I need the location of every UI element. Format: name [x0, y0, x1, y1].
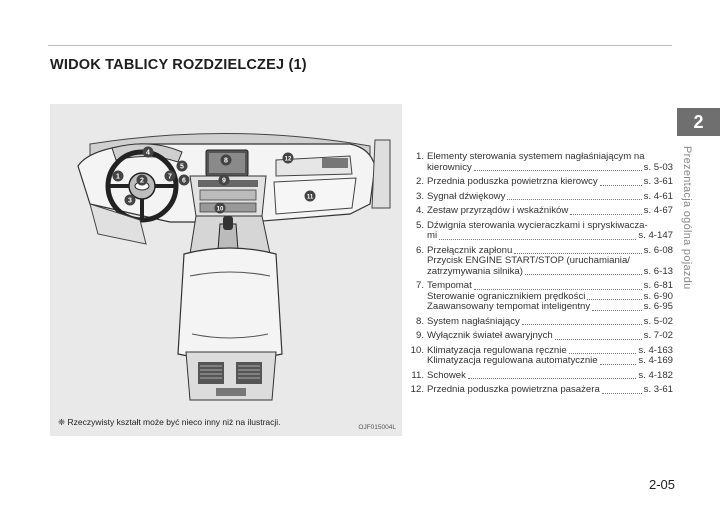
item-text: Tempomat	[427, 280, 472, 291]
item-text: Przednia poduszka powietrzna kierowcy	[427, 176, 598, 187]
dashboard-drawing	[50, 104, 402, 436]
item-text: System nagłaśniający	[427, 315, 520, 327]
item-number: 3.	[415, 190, 424, 202]
item-text: Sterowanie ogranicznikiem prędkości	[427, 290, 586, 302]
item-text: mi	[427, 230, 438, 241]
callout-label-12: 12	[284, 156, 292, 163]
item-text: Przednia poduszka powietrzna pasażera	[427, 384, 600, 395]
item-page: s. 4-67	[643, 205, 673, 216]
callout-label-7: 7	[168, 173, 172, 181]
item-text: Wyłącznik świateł awaryjnych	[427, 330, 553, 341]
callout-label-2: 2	[140, 177, 144, 185]
item-number: 8.	[415, 315, 424, 327]
callout-label-11: 11	[306, 194, 314, 201]
callout-label-4: 4	[146, 149, 150, 157]
item-text: Klimatyzacja regulowana ręcznie	[427, 344, 567, 356]
callout-label-3: 3	[128, 197, 132, 205]
item-text: Sygnał dźwiękowy	[427, 190, 506, 202]
callout-label-8: 8	[224, 157, 228, 165]
item-text: zatrzymywania silnika)	[427, 265, 523, 277]
list-item	[409, 206, 673, 217]
item-text: Przycisk ENGINE START/STOP (uruchamiania/	[427, 255, 630, 266]
item-page: s. 4-182	[638, 369, 673, 381]
figure-code: OJF015004L	[358, 424, 396, 431]
list-item	[409, 177, 673, 188]
item-page: s. 4-163	[638, 344, 673, 356]
item-number: 1.	[415, 151, 424, 162]
item-number: 2.	[415, 176, 424, 187]
dashboard-illustration	[50, 104, 402, 436]
list-item	[409, 221, 673, 242]
list-item	[409, 192, 673, 203]
chapter-label: Prezentacja ogólna pojazdu	[681, 146, 693, 290]
list-item	[409, 281, 673, 313]
callout-label-1: 1	[116, 173, 120, 181]
item-text: Elementy sterowania systemem nagłaśniającym na	[427, 151, 645, 162]
item-number: 9.	[415, 330, 424, 341]
item-page: s. 5-03	[643, 161, 673, 173]
item-text: Przełącznik zapłonu	[427, 244, 513, 256]
item-text: Zestaw przyrządów i wskaźników	[427, 205, 569, 216]
item-page: s. 3-61	[643, 384, 673, 395]
item-number: 12.	[410, 384, 424, 395]
list-item	[409, 317, 673, 328]
item-page: s. 6-95	[643, 301, 673, 312]
list-item	[409, 346, 673, 367]
item-page: s. 3-61	[643, 176, 673, 187]
item-text: Dźwignia sterowania wycieraczkami i spryskiwacza-	[427, 219, 648, 231]
figure-footnote: ❈ Rzeczywisty kształt może być nieco inny niż na ilustracji.	[58, 417, 281, 427]
item-number: 10.	[410, 344, 424, 356]
item-text: kierownicy	[427, 161, 472, 173]
callout-label-9: 9	[222, 177, 226, 185]
item-page: s. 5-02	[643, 315, 673, 327]
item-page: s. 6-13	[643, 265, 673, 277]
item-page: s. 4-169	[638, 355, 673, 366]
item-number: 5.	[415, 219, 424, 231]
item-number: 7.	[415, 280, 424, 291]
item-text: Schowek	[427, 369, 466, 381]
list-item	[409, 385, 673, 396]
callout-label-6: 6	[182, 177, 186, 185]
item-text: Zaawansowany tempomat inteligentny	[427, 301, 591, 312]
list-item	[409, 152, 673, 173]
item-number: 6.	[415, 244, 424, 256]
item-text: Klimatyzacja regulowana automatycznie	[427, 355, 598, 366]
item-page: s. 4-147	[638, 230, 673, 241]
list-item	[409, 246, 673, 278]
list-item	[409, 331, 673, 342]
item-page: s. 6-90	[643, 290, 673, 302]
item-page: s. 4-61	[643, 190, 673, 202]
list-item	[409, 371, 673, 382]
item-page: s. 6-08	[643, 244, 673, 256]
chapter-tab: 2	[677, 108, 720, 136]
item-number: 4.	[415, 205, 424, 216]
callout-label-10: 10	[216, 206, 224, 213]
page-number: 2-05	[649, 477, 676, 492]
page-title: WIDOK TABLICY ROZDZIELCZEJ (1)	[50, 57, 307, 73]
item-number: 11.	[411, 369, 424, 381]
component-list	[409, 152, 673, 400]
top-rule	[48, 45, 672, 46]
callout-label-5: 5	[180, 163, 184, 171]
item-page: s. 6-81	[643, 280, 673, 291]
item-page: s. 7-02	[643, 330, 673, 341]
